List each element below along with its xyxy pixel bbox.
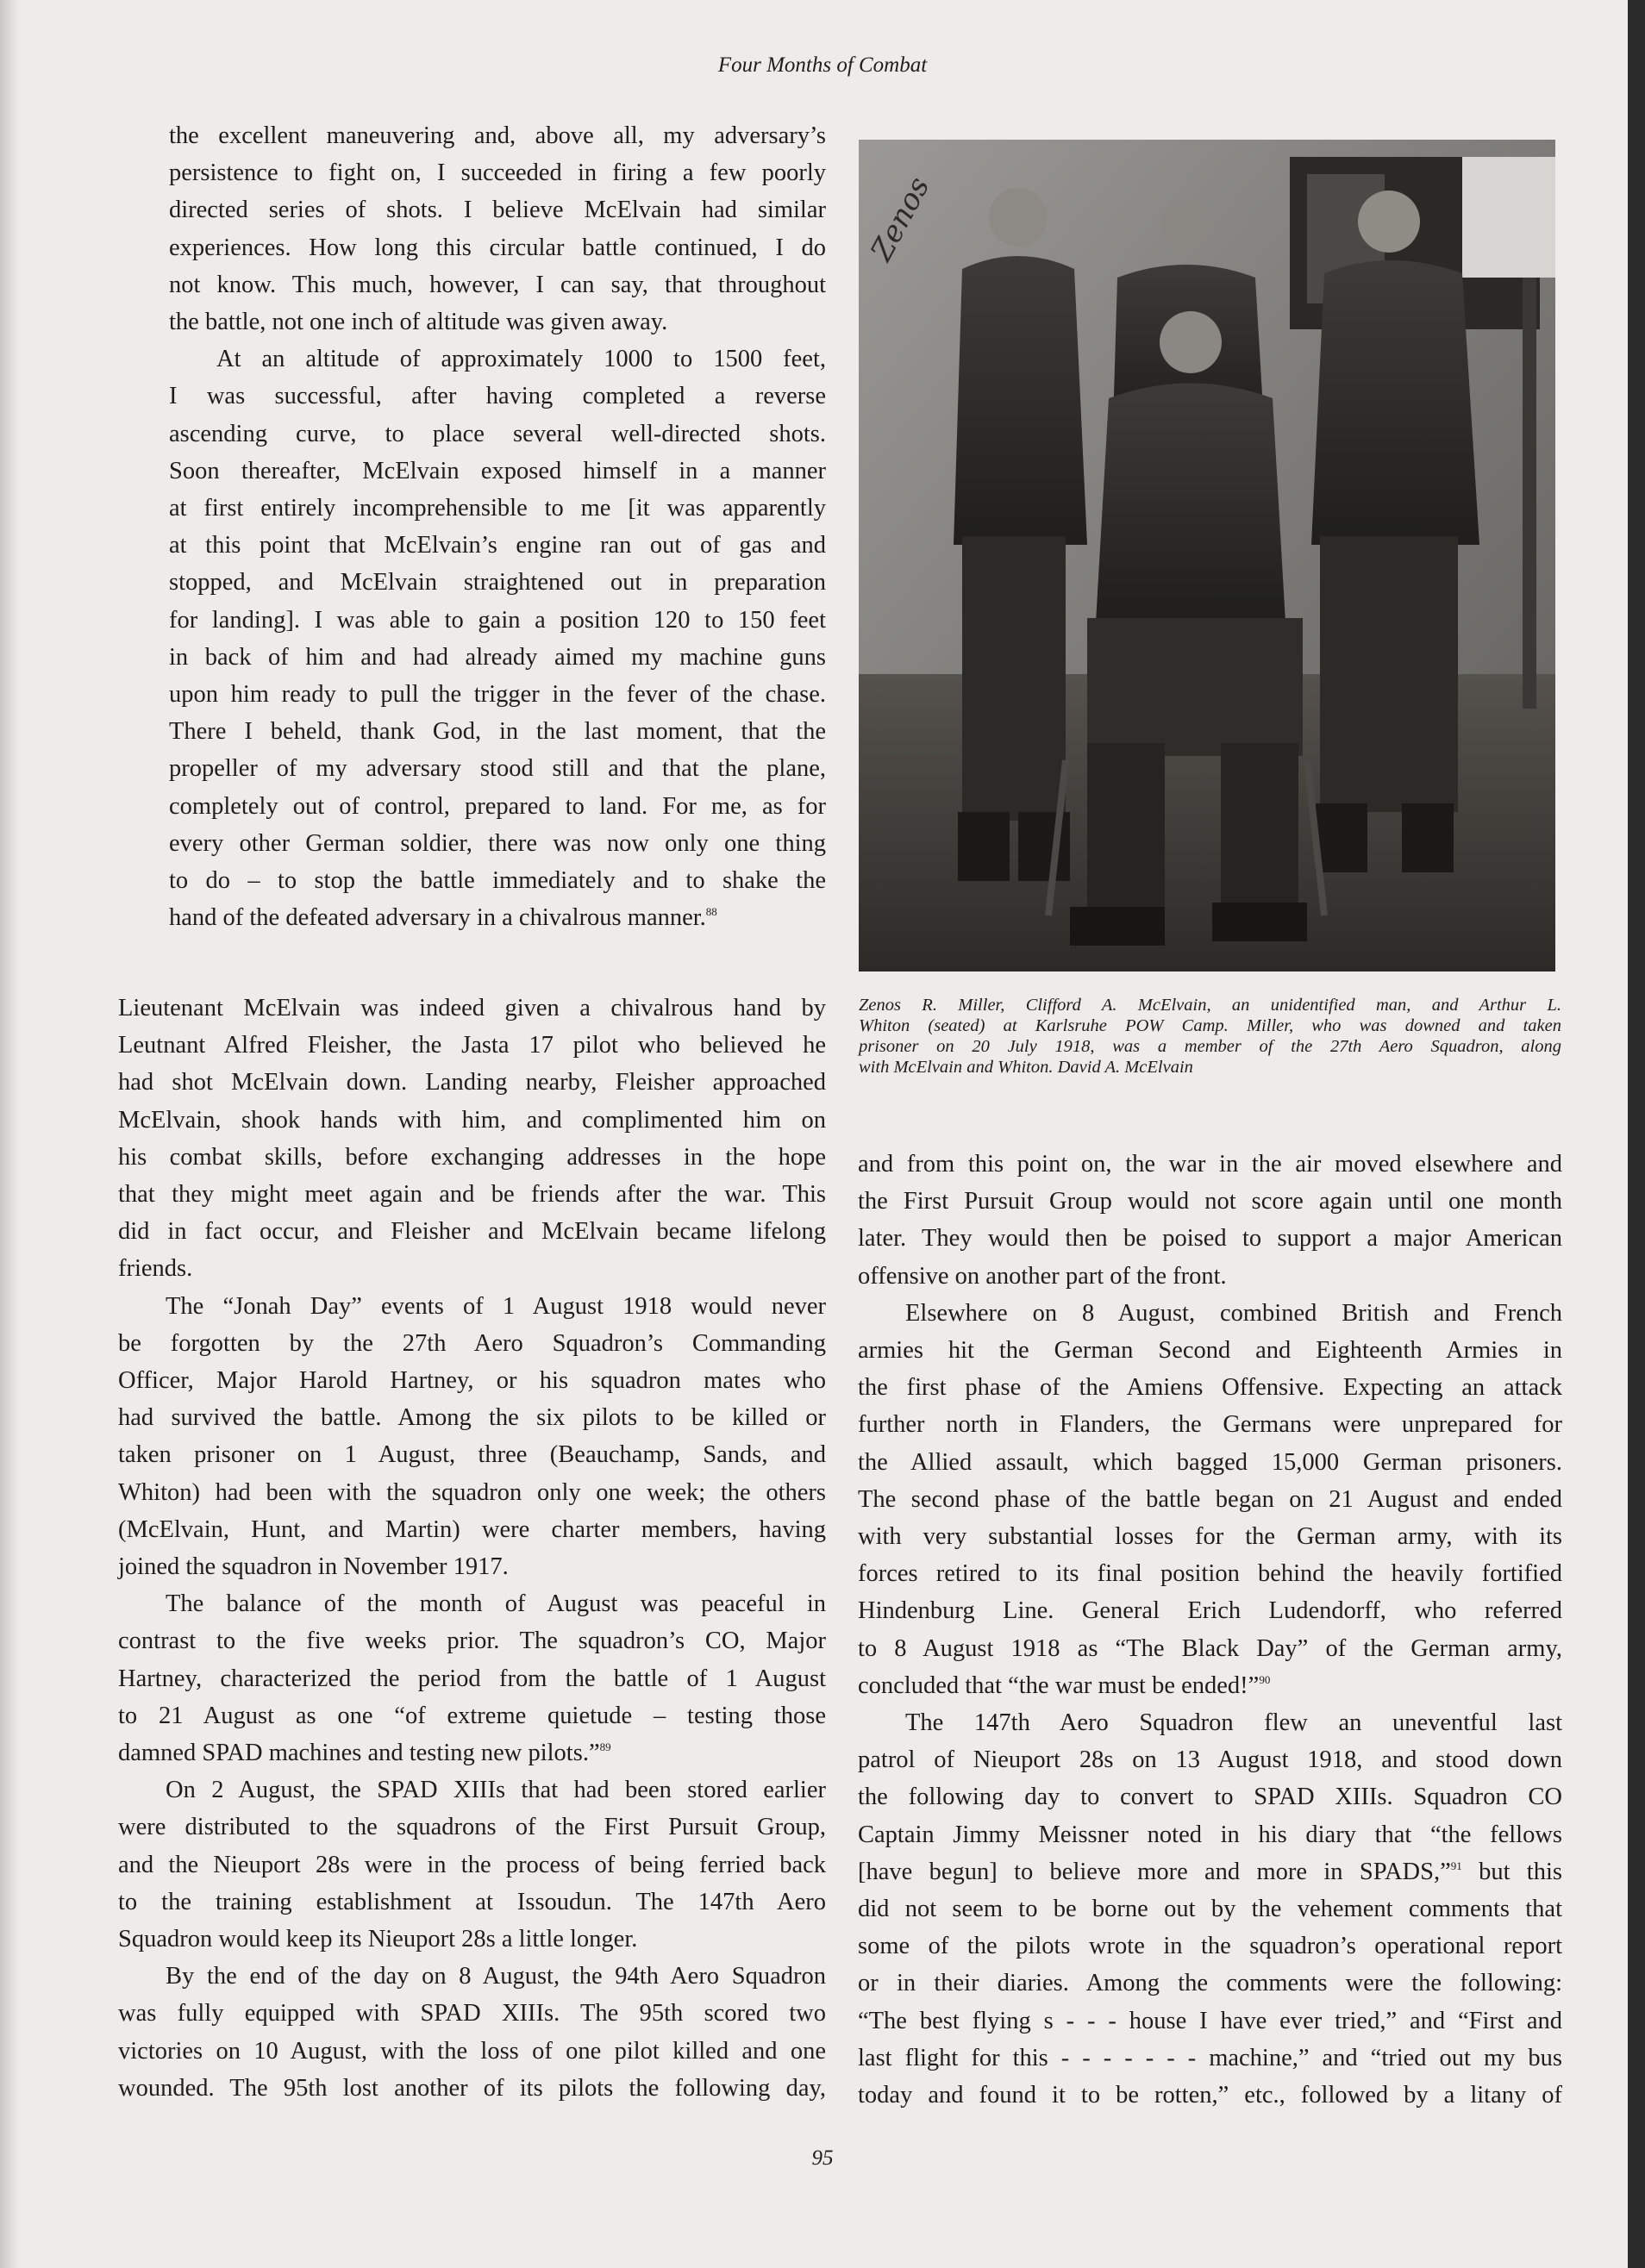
right-column-line: today and found it to be rotten,” etc., followed by a litany of (858, 2082, 1562, 2109)
right-column-line: later. They would then be poised to support a major American (858, 1225, 1562, 1253)
quotation-line: hand of the defeated adversary in a chivalrous manner.$^{88}$ (169, 904, 717, 932)
quotation-line: the battle, not one inch of altitude was given away. (169, 309, 668, 336)
left-column-line: McElvain, shook hands with him, and complimented him on (118, 1106, 826, 1134)
caption-line: with McElvain and Whiton. David A. McElvain (859, 1058, 1193, 1077)
left-column-line: was fully equipped with SPAD XIIIs. The 95th scored two (118, 2000, 826, 2027)
left-column-line: Lieutenant McElvain was indeed given a chivalrous hand by (118, 995, 826, 1022)
quotation-line: persistence to fight on, I succeeded in firing a few poorly (169, 159, 826, 187)
left-column-line: taken prisoner on 1 August, three (Beauchamp, Sands, and (118, 1441, 826, 1469)
right-column-line: The second phase of the battle began on 21 August and ended (858, 1485, 1562, 1513)
right-column-line: Elsewhere on 8 August, combined British and French (905, 1299, 1562, 1327)
left-column-line: victories on 10 August, with the loss of one pilot killed and one (118, 2037, 826, 2065)
left-column-line: friends. (118, 1255, 193, 1283)
right-column-line: Hindenburg Line. General Erich Ludendorff, who referred (858, 1597, 1562, 1625)
right-column-line: The 147th Aero Squadron flew an uneventful last (905, 1709, 1562, 1737)
left-column-line: Whiton) had been with the squadron only one week; the others (118, 1478, 826, 1506)
left-column-line: The balance of the month of August was peaceful in (166, 1590, 826, 1618)
left-column-line: and the Nieuport 28s were in the process of being ferried back (118, 1851, 826, 1878)
quotation-line: at first entirely incomprehensible to me [it was apparently (169, 495, 826, 522)
left-column-line: had shot McElvain down. Landing nearby, Fleisher approached (118, 1069, 826, 1097)
left-column-line: that they might meet again and be friends after the war. This (118, 1181, 826, 1209)
quotation-line: At an altitude of approximately 1000 to 1500 feet, (216, 346, 826, 373)
right-column-line: the First Pursuit Group would not score again until one month (858, 1188, 1562, 1215)
quotation-line: experiences. How long this circular battle continued, I do (169, 234, 826, 261)
quotation-line: propeller of my adversary stood still and that the plane, (169, 755, 826, 783)
right-column-line: some of the pilots wrote in the squadron’s operational report (858, 1933, 1562, 1960)
left-column-line: Hartney, characterized the period from the battle of 1 August (118, 1665, 826, 1692)
left-column-line: (McElvain, Hunt, and Martin) were charter members, having (118, 1515, 826, 1543)
quotation-line: stopped, and McElvain straightened out in preparation (169, 569, 826, 597)
left-column-line: did in fact occur, and Fleisher and McElvain became lifelong (118, 1218, 826, 1246)
right-column-line: or in their diaries. Among the comments were the following: (858, 1970, 1562, 1997)
right-column-line: did not seem to be borne out by the vehement comments that (858, 1896, 1562, 1923)
right-column-line: forces retired to its final position behind the heavily fortified (858, 1560, 1562, 1588)
footnote-ref: 89 (599, 1740, 611, 1754)
quotation-line: at this point that McElvain’s engine ran out of gas and (169, 532, 826, 559)
right-column-line: “The best flying s - - - house I have ever tried,” and “First and (858, 2007, 1562, 2034)
left-column-line: On 2 August, the SPAD XIIIs that had been stored earlier (166, 1777, 826, 1804)
footnote-ref: 88 (705, 905, 717, 919)
left-column-line: were distributed to the squadrons of the First Pursuit Group, (118, 1814, 826, 1841)
right-column-line: and from this point on, the war in the air moved elsewhere and (858, 1151, 1562, 1178)
right-column-line: to 8 August 1918 as “The Black Day” of the German army, (858, 1634, 1562, 1662)
caption-line: Whiton (seated) at Karlsruhe POW Camp. Miller, who was downed and taken (859, 1016, 1561, 1035)
left-column-line: contrast to the five weeks prior. The squadron’s CO, Major (118, 1628, 826, 1655)
right-column-line: patrol of Nieuport 28s on 13 August 1918, and stood down (858, 1746, 1562, 1774)
photo-inscription: Zenos (864, 171, 937, 267)
footnote-ref: 90 (1259, 1672, 1271, 1686)
quotation-line: ascending curve, to place several well-directed shots. (169, 420, 826, 447)
quotation-block (169, 117, 826, 936)
quotation-line: to do – to stop the battle immediately and to shake the (169, 867, 826, 895)
left-column-line: damned SPAD machines and testing new pilots.”$^{89}$ (118, 1740, 611, 1767)
right-column-line: [have begun] to believe more and more in SPADS,”$^{91}$ but this (858, 1858, 1562, 1885)
running-head: Four Months of Combat (717, 53, 928, 77)
left-column-line: his combat skills, before exchanging addresses in the hope (118, 1143, 826, 1171)
quotation-line: every other German soldier, there was now only one thing (169, 829, 826, 857)
page-gutter-shadow (0, 0, 19, 2268)
left-column-line: wounded. The 95th lost another of its pilots the following day, (118, 2074, 826, 2102)
right-column-line: concluded that “the war must be ended!”$^{90}$ (858, 1671, 1271, 1699)
left-column-line: Leutnant Alfred Fleisher, the Jasta 17 pilot who believed he (118, 1032, 826, 1059)
left-column-line: Officer, Major Harold Hartney, or his squadron mates who (118, 1367, 826, 1395)
left-column-line: to 21 August as one “of extreme quietude – testing those (118, 1702, 826, 1729)
left-column-line: Squadron would keep its Nieuport 28s a little longer. (118, 1926, 638, 1953)
right-column-line: Captain Jimmy Meissner noted in his diary that “the fellows (858, 1821, 1562, 1848)
quotation-line: There I beheld, thank God, in the last moment, that the (169, 718, 826, 746)
left-column-text (118, 990, 826, 2107)
quotation-line: completely out of control, prepared to land. For me, as for (169, 792, 826, 820)
right-column-line: further north in Flanders, the Germans were unprepared for (858, 1411, 1562, 1439)
right-column-line: with very substantial losses for the German army, with its (858, 1523, 1562, 1551)
left-column-line: had survived the battle. Among the six pilots to be killed or (118, 1404, 826, 1432)
photograph-pow-camp (859, 140, 1555, 972)
right-column-line: the Allied assault, which bagged 15,000 German prisoners. (858, 1448, 1562, 1476)
photo-caption (859, 995, 1561, 1078)
left-column-line: The “Jonah Day” events of 1 August 1918 would never (166, 1292, 826, 1320)
right-column-line: offensive on another part of the front. (858, 1262, 1227, 1290)
quotation-line: I was successful, after having completed a reverse (169, 383, 826, 410)
right-column-line: last flight for this - - - - - - - machine,” and “tried out my bus (858, 2044, 1562, 2071)
left-column-line: joined the squadron in November 1917. (118, 1553, 509, 1581)
continued-text: but this (1461, 1858, 1562, 1885)
quotation-line: not know. This much, however, I can say, that throughout (169, 271, 826, 298)
right-column-line: the following day to convert to SPAD XIIIs. Squadron CO (858, 1784, 1562, 1811)
page-number: 95 (811, 2146, 834, 2170)
quotation-line: for landing]. I was able to gain a position 120 to 150 feet (169, 606, 826, 634)
left-column-line: be forgotten by the 27th Aero Squadron’s Commanding (118, 1329, 826, 1357)
quotation-line: Soon thereafter, McElvain exposed himself in a manner (169, 457, 826, 484)
footnote-ref: 91 (1450, 1859, 1462, 1872)
left-column-line: By the end of the day on 8 August, the 94th Aero Squadron (166, 1963, 826, 1990)
left-column-line: to the training establishment at Issoudun. The 147th Aero (118, 1888, 826, 1915)
right-column-line: armies hit the German Second and Eighteenth Armies in (858, 1337, 1562, 1365)
right-column-text (858, 1146, 1562, 2114)
right-column-line: the first phase of the Amiens Offensive. Expecting an attack (858, 1374, 1562, 1402)
quotation-line: directed series of shots. I believe McElvain had similar (169, 197, 826, 224)
quotation-line: in back of him and had already aimed my machine guns (169, 643, 826, 671)
quotation-line: upon him ready to pull the trigger in the fever of the chase. (169, 681, 826, 709)
quotation-line: the excellent maneuvering and, above all, my adversary’s (169, 122, 826, 149)
caption-line: Zenos R. Miller, Clifford A. McElvain, an unidentified man, and Arthur L. (859, 996, 1561, 1015)
caption-line: prisoner on 20 July 1918, was a member of the 27th Aero Squadron, along (859, 1037, 1561, 1056)
